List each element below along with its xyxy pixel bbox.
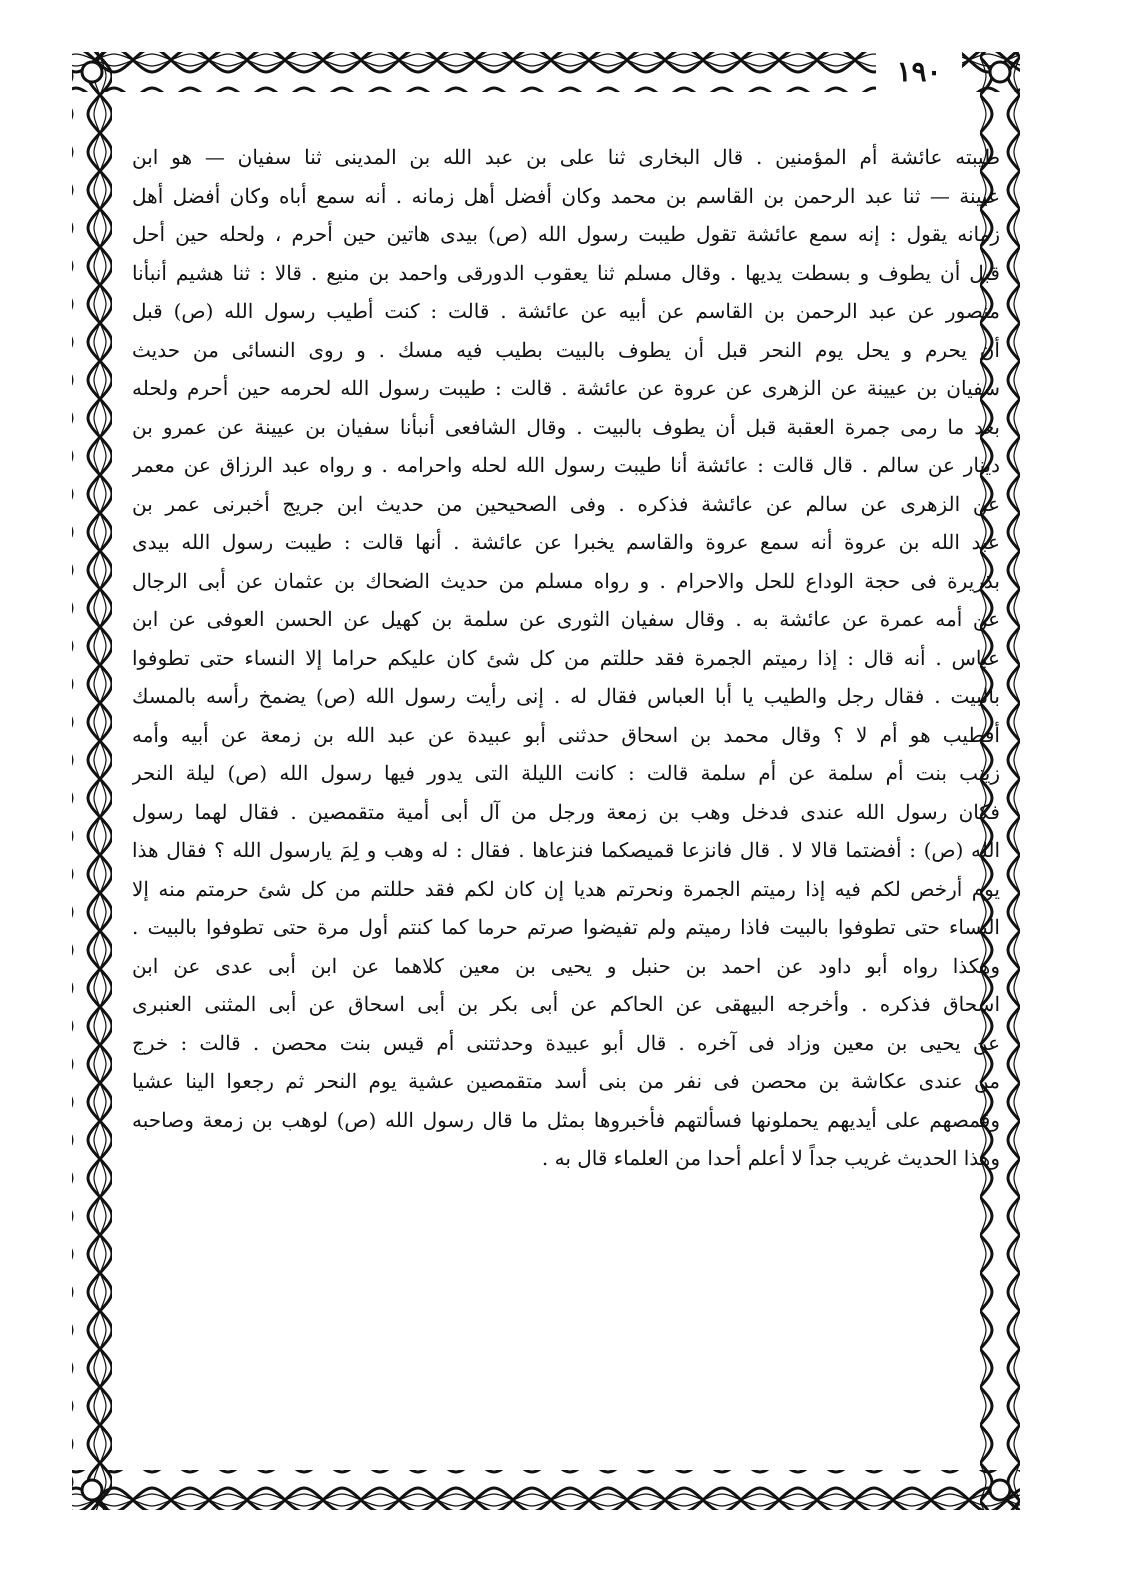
- text-line: عباس . أنه قال : إذا رميتم الجمرة فقد حللتم من كل شئ كان عليكم حراما إلا النساء حتى تطوفوا: [132, 645, 1000, 670]
- text-line: وقمصهم على أيديهم يحملونها فسألتهم فأخبروها بمثل ما قال رسول الله (ص) لوهب بن زمعة وصاحبه: [132, 1107, 1000, 1132]
- text-line: الله (ص) : أفضتما قالا لا . قال فانزعا قميصكما فنزعاها . فقال : له وهب و لِمَ يارسول الله ؟ فقال هذا: [132, 838, 1000, 863]
- text-line: يوم أرخص لكم فيه إذا رميتم الجمرة ونحرتم هديا إن كان لكم فقد حللتم من كل شئ حرمتم منه إلا: [132, 876, 1000, 901]
- text-line: زمانه يقول : إنه سمع عائشة تقول طيبت رسول الله (ص) بيدى هاتين حين أحرم ، ولحله حين أحل: [132, 222, 1000, 247]
- text-line: فكان رسول الله عندى فدخل وهب بن زمعة ورجل من آل أبى أمية متقمصين . فقال لهما رسول: [132, 799, 1000, 824]
- text-line: أن يحرم و يحل يوم النحر قبل أن يطوف بالبيت بطيب فيه مسك . و روى النسائى من حديث: [132, 337, 1000, 362]
- text-line: زينب بنت أم سلمة عن أم سلمة قالت : كانت الليلة التى يدور فيها رسول الله (ص) ليلة النحر: [132, 761, 1000, 786]
- page-body-text: [132, 138, 1000, 1448]
- text-line: وهذا الحديث غريب جداً لا أعلم أحدا من العلماء قال به .: [541, 1146, 1000, 1171]
- text-line: دينار عن سالم . قال قالت : عائشة أنا طيبت رسول الله لحله واحرامه . و رواه عبد الرزاق عن معمر: [132, 453, 1000, 478]
- text-line: النساء حتى تطوفوا بالبيت فاذا رميتم ولم تفيضوا صرتم حرما كما كنتم أول مرة حتى تطوفوا بالبيت .: [132, 915, 1000, 940]
- text-line: عن الزهرى عن سالم عن عائشة فذكره . وفى الصحيحين من حديث ابن جريج أخبرنى عمر بن: [132, 491, 1000, 516]
- text-line: عن أمه عمرة عن عائشة به . وقال سفيان الثورى عن سلمة بن كهيل عن الحسن العوفى عن ابن: [132, 607, 1000, 632]
- text-line: من عندى عكاشة بن محصن فى نفر من بنى أسد متقمصين عشية يوم النحر ثم رجعوا الينا عشيا: [132, 1069, 1000, 1094]
- text-line: طيبته عائشة أم المؤمنين . قال البخارى ثنا على بن عبد الله بن المدينى ثنا سفيان — هو ابن: [132, 145, 1000, 169]
- page-number: ١٩٠: [876, 52, 962, 92]
- text-line: أفطيب هو أم لا ؟ وقال محمد بن اسحاق حدثنى أبو عبيدة عن عبد الله بن زمعة عن أبيه وأمه: [132, 722, 1000, 747]
- text-line: قبل أن يطوف و بسطت يديها . وقال مسلم ثنا يعقوب الدورقى واحمد بن منيع . قالا : ثنا هشيم أنبأنا: [132, 260, 1000, 285]
- text-line: عن يحيى بن معين وزاد فى آخره . قال أبو عبيدة وحدثتنى أم قيس بنت محصن . قالت : خرج: [132, 1030, 1000, 1055]
- text-line: عبد الله بن عروة أنه سمع عروة والقاسم يخبرا عن عائشة . أنها قالت : طيبت رسول الله بيدى: [132, 530, 1000, 555]
- text-line: اسحاق فذكره . وأخرجه البيهقى عن الحاكم عن أبى بكر بن أبى اسحاق عن أبى المثنى العنبرى: [132, 992, 1000, 1017]
- text-line: بذريرة فى حجة الوداع للحل والاحرام . و رواه مسلم من حديث الضحاك بن عثمان عن أبى الرجال: [132, 568, 1000, 593]
- text-line: سفيان بن عيينة عن الزهرى عن عروة عن عائشة . قالت : طيبت رسول الله لحرمه حين أحرم ولحله: [132, 376, 1000, 401]
- text-line: منصور عن عبد الرحمن بن القاسم عن أبيه عن عائشة . قالت : كنت أطيب رسول الله (ص) قبل: [132, 299, 1000, 324]
- text-line: وهكذا رواه أبو داود عن احمد بن حنبل و يحيى بن معين كلاهما عن ابن أبى عدى عن ابن: [132, 953, 1000, 978]
- text-line: بعد ما رمى جمرة العقبة قبل أن يطوف بالبيت . وقال الشافعى أنبأنا سفيان بن عيينة عن عمرو بن: [132, 414, 1000, 439]
- text-line: عيينة — ثنا عبد الرحمن بن القاسم بن محمد وكان أفضل أهل زمانه . أنه سمع أباه وكان أفضل أهل: [132, 183, 1000, 208]
- text-line: بالبيت . فقال رجل والطيب يا أبا العباس فقال له . إنى رأيت رسول الله (ص) يضمخ رأسه بالمسك: [132, 684, 1000, 709]
